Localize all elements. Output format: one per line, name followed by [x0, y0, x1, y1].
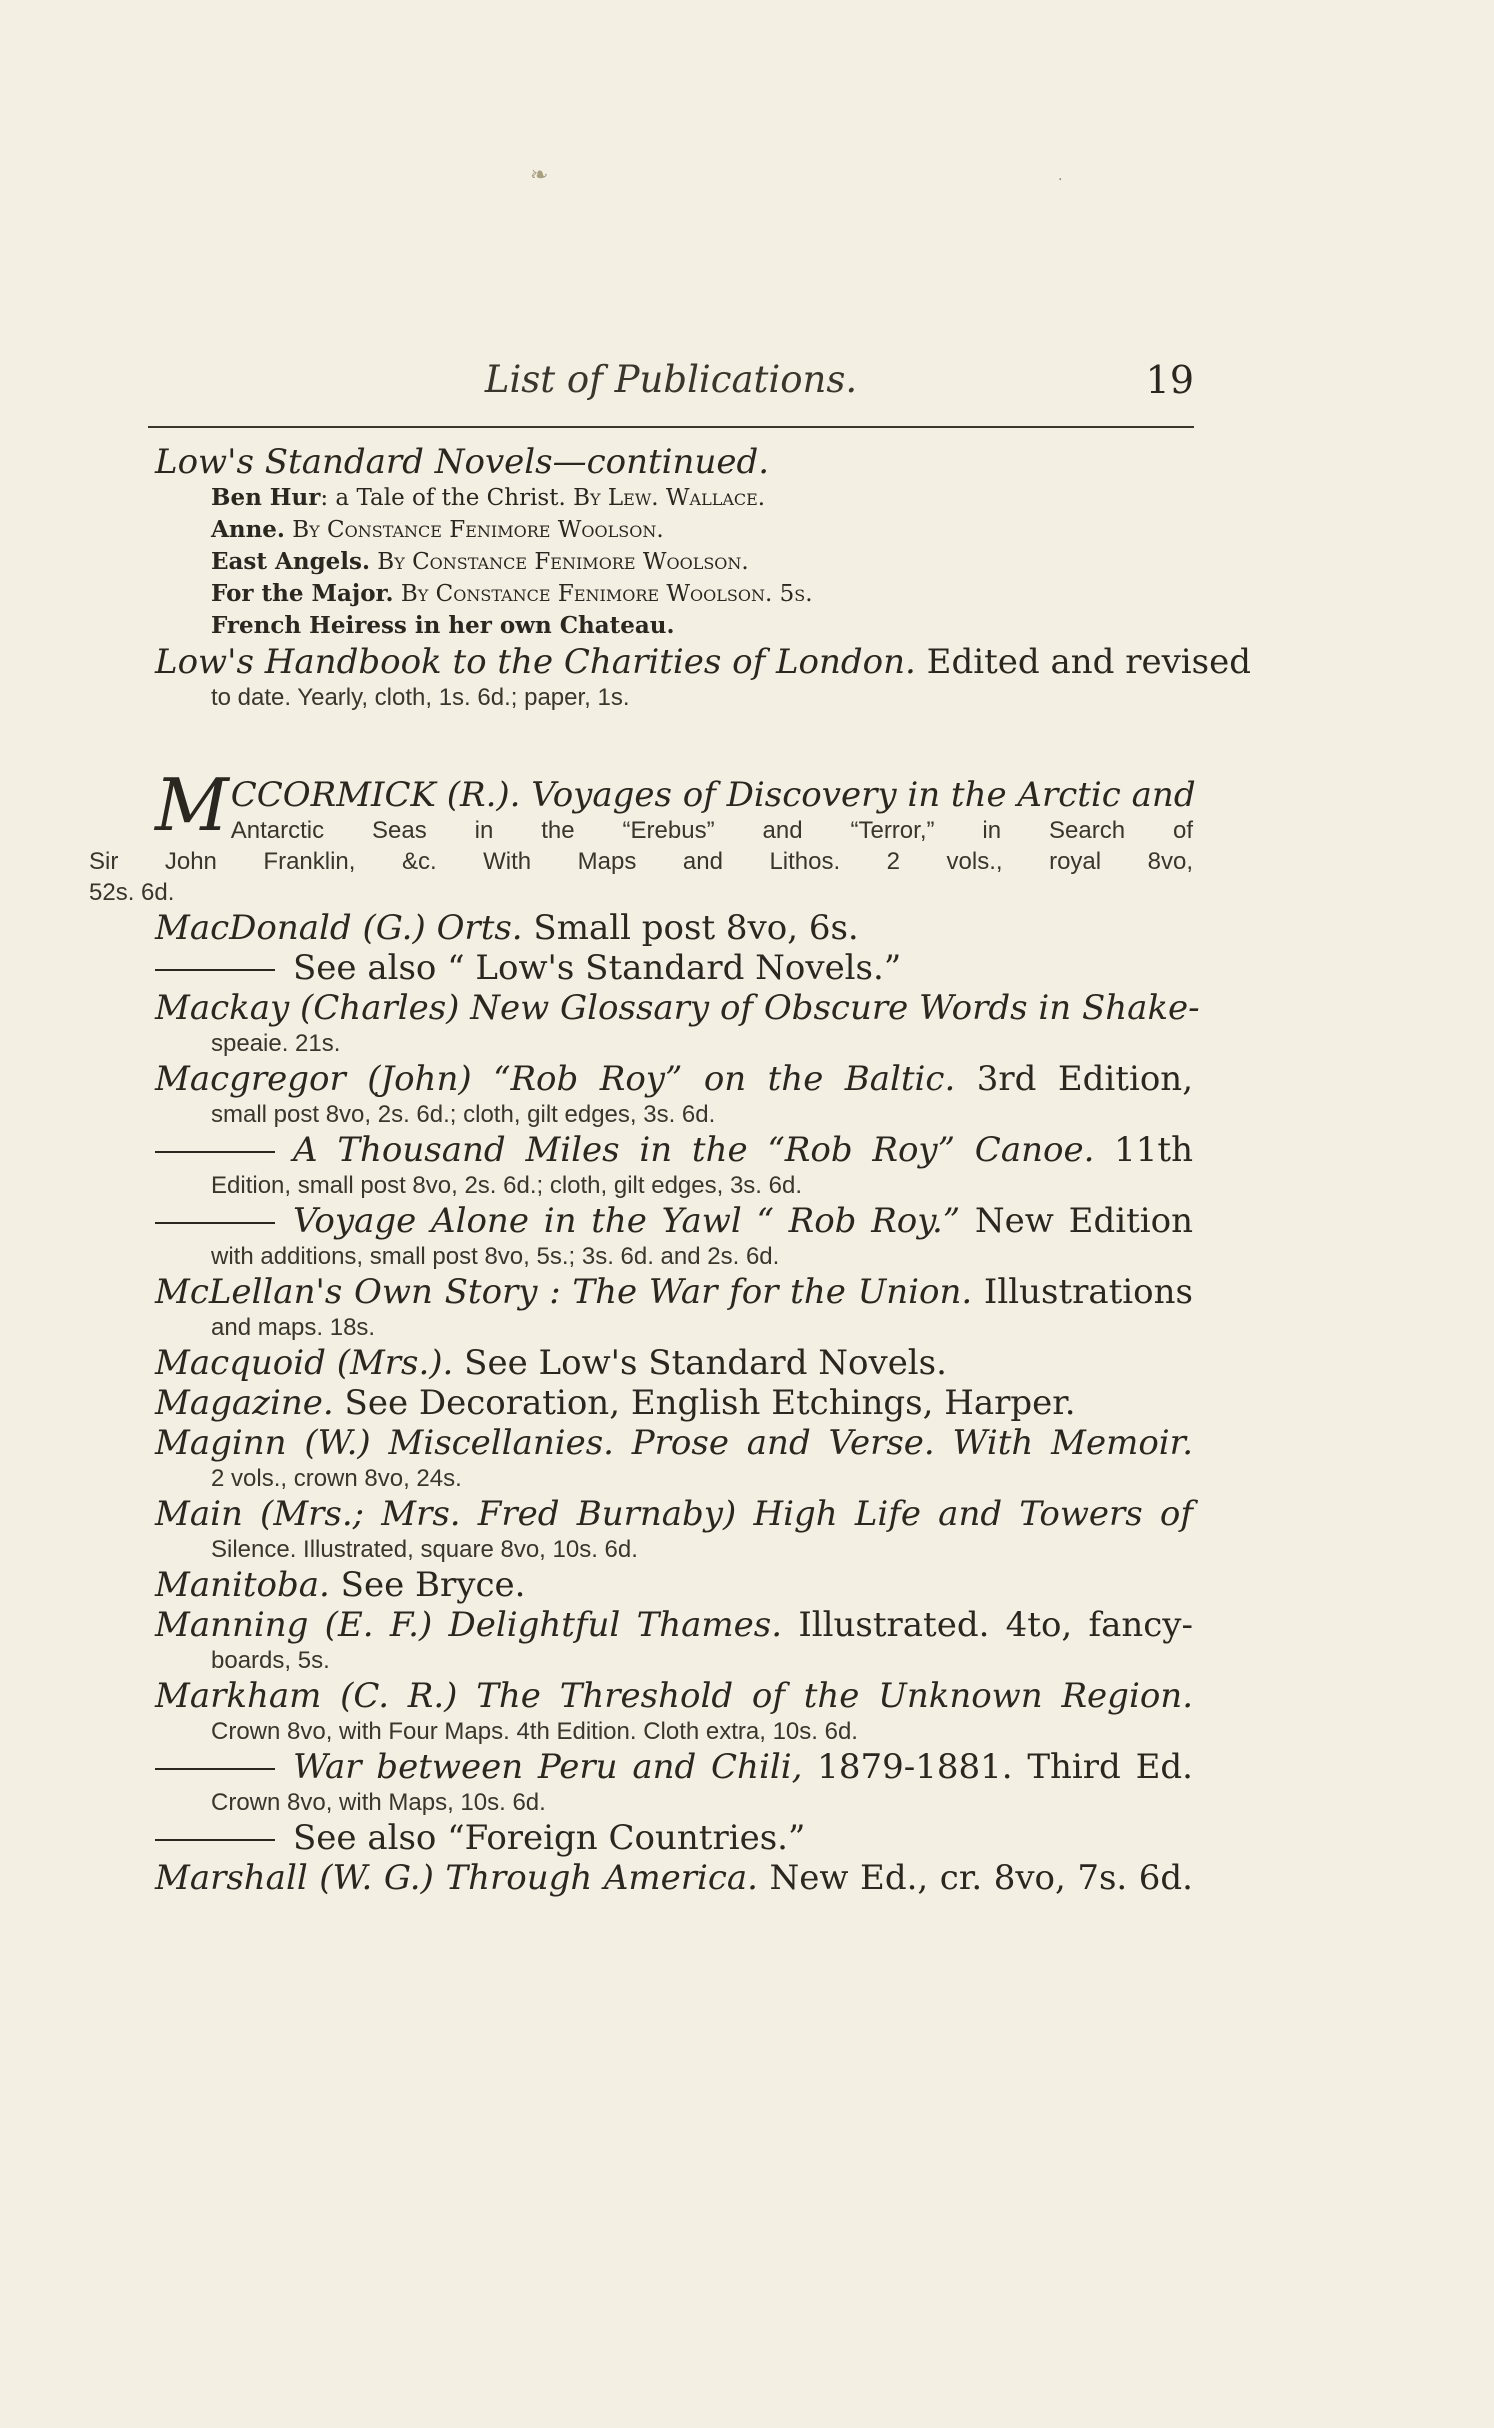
mccormick-line-4: 52s. 6d.: [89, 879, 175, 906]
page-number: 19: [1145, 358, 1194, 402]
entry-title: Main (Mrs.; Mrs. Fred Burnaby) High Life and Towers of: [155, 1494, 1193, 1534]
entry-title: Macgregor (John) “Rob Roy” on the Baltic. 3rd Edition,: [155, 1059, 1194, 1099]
entry-details: speaie. 21s.: [211, 1030, 341, 1057]
entry-details: Edition, small post 8vo, 2s. 6d.; cloth, gilt edges, 3s. 6d.: [211, 1172, 802, 1199]
entry-details: Crown 8vo, with Maps, 10s. 6d.: [211, 1789, 546, 1816]
entry-details: with additions, small post 8vo, 5s.; 3s. 6d. and 2s. 6d.: [211, 1243, 780, 1270]
running-header: [148, 358, 1194, 408]
ditto-dash: [155, 1151, 275, 1153]
novel-item: For the Major. By Constance Fenimore Woolson. 5s.: [211, 580, 813, 607]
printer-ornament: ❧: [530, 163, 549, 188]
entry-title: Manitoba. See Bryce.: [155, 1565, 526, 1605]
entry-title: Manning (E. F.) Delightful Thames. Illustrated. 4to, fancy-: [155, 1605, 1193, 1645]
entry-title: Mackay (Charles) New Glossary of Obscure Words in Shake-: [155, 988, 1200, 1028]
entry-details: boards, 5s.: [211, 1647, 330, 1674]
novel-item: Anne. By Constance Fenimore Woolson.: [211, 516, 664, 543]
entry-title: MacDonald (G.) Orts. Small post 8vo, 6s.: [155, 908, 859, 948]
entry-details: 2 vols., crown 8vo, 24s.: [211, 1465, 462, 1492]
novel-item: Ben Hur: a Tale of the Christ. By Lew. Wallace.: [211, 484, 766, 511]
mccormick-line-3: Sir John Franklin, &c. With Maps and Lithos. 2 vols., royal 8vo,: [89, 848, 1193, 875]
ditto-dash: [155, 1839, 275, 1841]
section-heading: Low's Standard Novels—continued.: [155, 442, 770, 482]
entries-list: [155, 908, 1200, 1898]
entry-mccormick: [89, 763, 1196, 908]
ditto-dash: [155, 969, 275, 971]
entry-details: and maps. 18s.: [211, 1314, 376, 1341]
entry-continuation: See also “Foreign Countries.”: [155, 1818, 1193, 1858]
entry-details: Crown 8vo, with Four Maps. 4th Edition. Cloth extra, 10s. 6d.: [211, 1718, 858, 1745]
entry-title: Markham (C. R.) The Threshold of the Unknown Region.: [155, 1676, 1193, 1716]
entry-title: McLellan's Own Story : The War for the Union. Illustrations: [155, 1272, 1193, 1312]
mccormick-line-2: Antarctic Seas in the “Erebus” and “Terror,” in Search of: [230, 817, 1193, 844]
entry-handbook: Low's Handbook to the Charities of London. Edited and revised: [155, 642, 1252, 682]
entry-details: Silence. Illustrated, square 8vo, 10s. 6d.: [211, 1536, 638, 1563]
novels-list: [155, 482, 1193, 642]
entry-title: Macquoid (Mrs.). See Low's Standard Novels.: [155, 1343, 947, 1383]
ditto-dash: [155, 1222, 275, 1224]
entry-details: small post 8vo, 2s. 6d.; cloth, gilt edges, 3s. 6d.: [211, 1101, 716, 1128]
running-title: List of Publications.: [484, 358, 858, 401]
speck-mark: ·: [1058, 172, 1063, 188]
novel-item: French Heiress in her own Chateau.: [211, 612, 675, 639]
entry-continuation: See also “ Low's Standard Novels.”: [155, 948, 1193, 988]
novel-item: East Angels. By Constance Fenimore Woolson.: [211, 548, 749, 575]
drop-capital: M: [155, 763, 229, 847]
header-rule: [148, 426, 1194, 428]
entry-continuation: Voyage Alone in the Yawl “ Rob Roy.” New Edition: [155, 1201, 1193, 1241]
entry-continuation: A Thousand Miles in the “Rob Roy” Canoe. 11th: [155, 1130, 1193, 1170]
entry-title: Maginn (W.) Miscellanies. Prose and Verse. With Memoir.: [155, 1423, 1193, 1463]
publication-list: [89, 442, 1252, 1898]
entry-title: Magazine. See Decoration, English Etchings, Harper.: [155, 1383, 1076, 1423]
entry-title: Marshall (W. G.) Through America. New Ed., cr. 8vo, 7s. 6d.: [155, 1858, 1193, 1898]
mccormick-title-line: CCORMICK (R.). Voyages of Discovery in the Arctic and: [230, 775, 1196, 815]
ditto-dash: [155, 1768, 275, 1770]
entry-continuation: War between Peru and Chili, 1879-1881. Third Ed.: [155, 1747, 1193, 1787]
entry-handbook-details: to date. Yearly, cloth, 1s. 6d.; paper, 1s.: [211, 684, 630, 711]
